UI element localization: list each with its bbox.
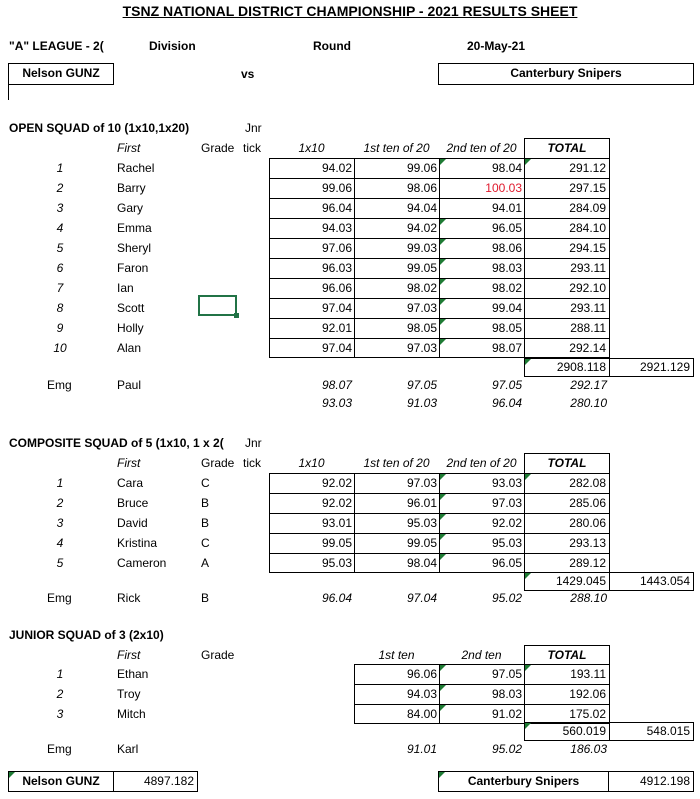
row-number: 5 (56, 241, 64, 255)
open-squad-title: OPEN SQUAD of 10 (1x10,1x20) (9, 121, 190, 135)
total-score: 284.10 (524, 218, 610, 238)
score-second-ten: 98.03 (439, 684, 525, 704)
score-second-ten: 98.02 (439, 278, 525, 298)
emg-score: 288.10 (570, 591, 607, 605)
league-label: "A" LEAGUE - 2( (9, 39, 104, 53)
score-1x10: 92.02 (269, 493, 355, 513)
score-1x10: 99.06 (269, 178, 355, 198)
total-score: 294.15 (524, 238, 610, 258)
error-indicator (440, 159, 446, 165)
open-header-first-ten: 1st ten of 20 (363, 141, 430, 155)
player-name: Emma (117, 221, 152, 235)
score-1x10: 97.04 (269, 298, 355, 318)
player-grade: C (201, 476, 210, 490)
error-indicator (440, 554, 446, 560)
total-score: 293.13 (524, 533, 610, 553)
score-1x10: 96.03 (269, 258, 355, 278)
player-name: Kristina (117, 536, 158, 550)
total-score: 280.06 (524, 513, 610, 533)
score-first-ten: 99.06 (354, 158, 440, 178)
open-emg-label: Emg (47, 378, 72, 392)
total-score: 282.08 (524, 473, 610, 493)
junior-emg-name: Karl (117, 742, 139, 756)
score-1x10: 95.03 (269, 553, 355, 573)
open-sum-home: 2908.118 (524, 358, 610, 377)
emg-score: 93.03 (321, 396, 352, 410)
open-header-first: First (117, 141, 141, 155)
emg-score: 186.03 (570, 742, 607, 756)
fill-handle[interactable] (234, 313, 239, 318)
division-label: Division (149, 39, 196, 53)
total-score: 192.06 (524, 684, 610, 704)
composite-squad-title: COMPOSITE SQUAD of 5 (1x10, 1 x 2( (9, 436, 224, 450)
composite-header-grade: Grade (201, 456, 235, 470)
score-second-ten: 92.02 (439, 513, 525, 533)
player-name: Bruce (117, 496, 149, 510)
open-emg-name: Paul (117, 378, 142, 392)
composite-header-first: First (117, 456, 141, 470)
open-header-second-ten: 2nd ten of 20 (446, 141, 517, 155)
junior-sum-home: 560.019 (524, 722, 610, 741)
footer-home-team-name: Nelson GUNZ (22, 774, 100, 788)
composite-header-tick: tick (243, 456, 261, 470)
junior-squad-title: JUNIOR SQUAD of 3 (2x10) (9, 628, 164, 642)
junior-emg-label: Emg (47, 742, 72, 756)
score-second-ten: 97.03 (439, 493, 525, 513)
player-name: Barry (117, 181, 146, 195)
score-first-ten: 94.02 (354, 218, 440, 238)
score-first-ten: 95.03 (354, 513, 440, 533)
score-1x10: 92.02 (269, 473, 355, 493)
away-team-name: Canterbury Snipers (510, 66, 622, 80)
score-first-ten: 94.04 (354, 198, 440, 218)
row-number: 8 (56, 301, 64, 315)
score-first-ten: 98.06 (354, 178, 440, 198)
footer-away-total: 4912.198 (608, 771, 694, 792)
emg-score: 95.02 (491, 742, 522, 756)
emg-score: 280.10 (570, 396, 607, 410)
composite-sum-home: 1429.045 (524, 572, 610, 591)
score-second-ten: 96.05 (439, 553, 525, 573)
vs-label: vs (241, 67, 255, 81)
row-number: 3 (56, 201, 64, 215)
score-second-ten: 97.05 (439, 664, 525, 684)
junior-header-first: First (117, 648, 141, 662)
total-score: 175.02 (524, 704, 610, 724)
home-team-name: Nelson GUNZ (22, 66, 100, 80)
emg-score: 96.04 (321, 591, 352, 605)
score-1x10: 96.06 (269, 278, 355, 298)
total-score: 293.11 (524, 298, 610, 318)
score-1x10: 94.02 (269, 158, 355, 178)
row-number: 1 (56, 667, 64, 681)
score-second-ten: 100.03 (439, 178, 525, 198)
open-header-1x10: 1x10 (298, 141, 325, 155)
emg-score: 91.03 (406, 396, 437, 410)
player-name: Sheryl (117, 241, 152, 255)
open-header-grade: Grade (201, 141, 235, 155)
emg-score: 91.01 (406, 742, 437, 756)
error-indicator (525, 723, 531, 729)
open-header-tick: tick (243, 141, 261, 155)
footer-home-team (8, 771, 114, 792)
composite-jnr-label: Jnr (245, 436, 262, 450)
score-first-ten: 98.04 (354, 553, 440, 573)
error-indicator (440, 494, 446, 500)
junior-header-grade: Grade (201, 648, 235, 662)
row-number: 5 (56, 556, 64, 570)
score-first-ten: 97.03 (354, 338, 440, 358)
open-jnr-label: Jnr (245, 121, 262, 135)
home-team-box (8, 63, 114, 85)
row-number: 6 (56, 261, 64, 275)
error-indicator (525, 359, 531, 365)
score-second-ten: 96.05 (439, 218, 525, 238)
divider-line (8, 85, 9, 100)
error-indicator (440, 319, 446, 325)
player-name: Troy (117, 687, 141, 701)
total-score: 285.06 (524, 493, 610, 513)
emg-score: 97.05 (491, 378, 522, 392)
score-second-ten: 99.04 (439, 298, 525, 318)
score-first-ten: 98.02 (354, 278, 440, 298)
error-indicator (440, 259, 446, 265)
total-score: 292.14 (524, 338, 610, 358)
composite-emg-name: Rick (117, 591, 141, 605)
error-indicator (525, 159, 531, 165)
score-1x10: 96.04 (269, 198, 355, 218)
emg-score: 98.07 (321, 378, 352, 392)
composite-header-total: TOTAL (524, 453, 610, 473)
emg-score: 96.04 (491, 396, 522, 410)
player-name: Scott (117, 301, 145, 315)
error-indicator (440, 279, 446, 285)
footer-away-team-name: Canterbury Snipers (467, 774, 580, 788)
composite-header-second-ten: 2nd ten of 20 (446, 456, 517, 470)
player-grade: B (201, 516, 210, 530)
score-first-ten: 84.00 (354, 704, 440, 724)
total-score: 297.15 (524, 178, 610, 198)
row-number: 4 (56, 536, 64, 550)
player-name: Holly (117, 321, 144, 335)
player-grade: B (201, 496, 210, 510)
score-second-ten: 94.01 (439, 198, 525, 218)
error-indicator (440, 514, 446, 520)
player-name: Faron (117, 261, 149, 275)
error-indicator (440, 219, 446, 225)
composite-header-first-ten: 1st ten of 20 (363, 456, 430, 470)
composite-emg-label: Emg (47, 591, 72, 605)
total-score: 193.11 (524, 664, 610, 684)
total-score: 288.11 (524, 318, 610, 338)
error-indicator (525, 665, 531, 671)
open-header-total: TOTAL (524, 138, 610, 158)
error-indicator (440, 685, 446, 691)
row-number: 1 (56, 161, 64, 175)
row-number: 2 (56, 687, 64, 701)
junior-sum-away: 548.015 (609, 722, 694, 741)
composite-sum-away: 1443.054 (609, 572, 694, 591)
error-indicator (525, 573, 531, 579)
score-first-ten: 96.06 (354, 664, 440, 684)
row-number: 4 (56, 221, 64, 235)
footer-home-total: 4897.182 (113, 771, 198, 792)
player-name: Mitch (117, 707, 146, 721)
row-number: 9 (56, 321, 64, 335)
score-first-ten: 98.05 (354, 318, 440, 338)
score-first-ten: 97.03 (354, 473, 440, 493)
total-score: 289.12 (524, 553, 610, 573)
score-second-ten: 98.06 (439, 238, 525, 258)
total-score: 292.10 (524, 278, 610, 298)
player-name: David (117, 516, 148, 530)
emg-score: 97.05 (406, 378, 437, 392)
junior-header-first-ten: 1st ten (378, 648, 415, 662)
error-indicator (440, 534, 446, 540)
score-second-ten: 91.02 (439, 704, 525, 724)
score-first-ten: 99.03 (354, 238, 440, 258)
emg-score: 95.02 (491, 591, 522, 605)
total-score: 284.09 (524, 198, 610, 218)
score-first-ten: 99.05 (354, 258, 440, 278)
score-1x10: 97.04 (269, 338, 355, 358)
score-first-ten: 94.03 (354, 684, 440, 704)
player-name: Alan (117, 341, 142, 355)
player-name: Ethan (117, 667, 149, 681)
composite-emg-grade: B (201, 591, 210, 605)
player-name: Cameron (117, 556, 167, 570)
row-number: 1 (56, 476, 64, 490)
player-name: Rachel (117, 161, 155, 175)
selected-cell[interactable] (198, 295, 237, 316)
error-indicator (440, 474, 446, 480)
player-name: Ian (117, 281, 134, 295)
score-second-ten: 95.03 (439, 533, 525, 553)
emg-score: 97.04 (406, 591, 437, 605)
score-1x10: 92.01 (269, 318, 355, 338)
total-score: 293.11 (524, 258, 610, 278)
round-label: Round (313, 39, 351, 53)
junior-header-total: TOTAL (524, 645, 610, 665)
away-team-box (438, 63, 694, 85)
row-number: 3 (56, 707, 64, 721)
error-indicator (440, 665, 446, 671)
error-indicator (440, 705, 446, 711)
error-indicator (9, 772, 15, 778)
row-number: 10 (53, 341, 67, 355)
score-1x10: 99.05 (269, 533, 355, 553)
score-second-ten: 98.07 (439, 338, 525, 358)
junior-header-second-ten: 2nd ten (461, 648, 502, 662)
row-number: 2 (56, 496, 64, 510)
composite-header-1x10: 1x10 (298, 456, 325, 470)
score-first-ten: 96.01 (354, 493, 440, 513)
score-second-ten: 98.04 (439, 158, 525, 178)
score-second-ten: 98.03 (439, 258, 525, 278)
player-name: Cara (117, 476, 144, 490)
row-number: 2 (56, 181, 64, 195)
score-1x10: 93.01 (269, 513, 355, 533)
player-name: Gary (117, 201, 144, 215)
error-indicator (440, 339, 446, 345)
error-indicator (440, 239, 446, 245)
total-score: 291.12 (524, 158, 610, 178)
score-first-ten: 97.03 (354, 298, 440, 318)
score-1x10: 97.06 (269, 238, 355, 258)
player-grade: A (201, 556, 210, 570)
emg-score: 292.17 (570, 378, 607, 392)
match-date: 20-May-21 (467, 39, 526, 53)
error-indicator (525, 474, 531, 480)
error-indicator (439, 772, 445, 778)
open-sum-away: 2921.129 (609, 358, 694, 377)
score-first-ten: 99.05 (354, 533, 440, 553)
footer-away-team (438, 771, 609, 792)
error-indicator (440, 299, 446, 305)
score-second-ten: 98.05 (439, 318, 525, 338)
score-1x10: 94.03 (269, 218, 355, 238)
page-title: TSNZ NATIONAL DISTRICT CHAMPIONSHIP - 2021 RESULTS SHEET (122, 3, 578, 19)
row-number: 7 (56, 281, 64, 295)
player-grade: C (201, 536, 210, 550)
row-number: 3 (56, 516, 64, 530)
score-second-ten: 93.03 (439, 473, 525, 493)
